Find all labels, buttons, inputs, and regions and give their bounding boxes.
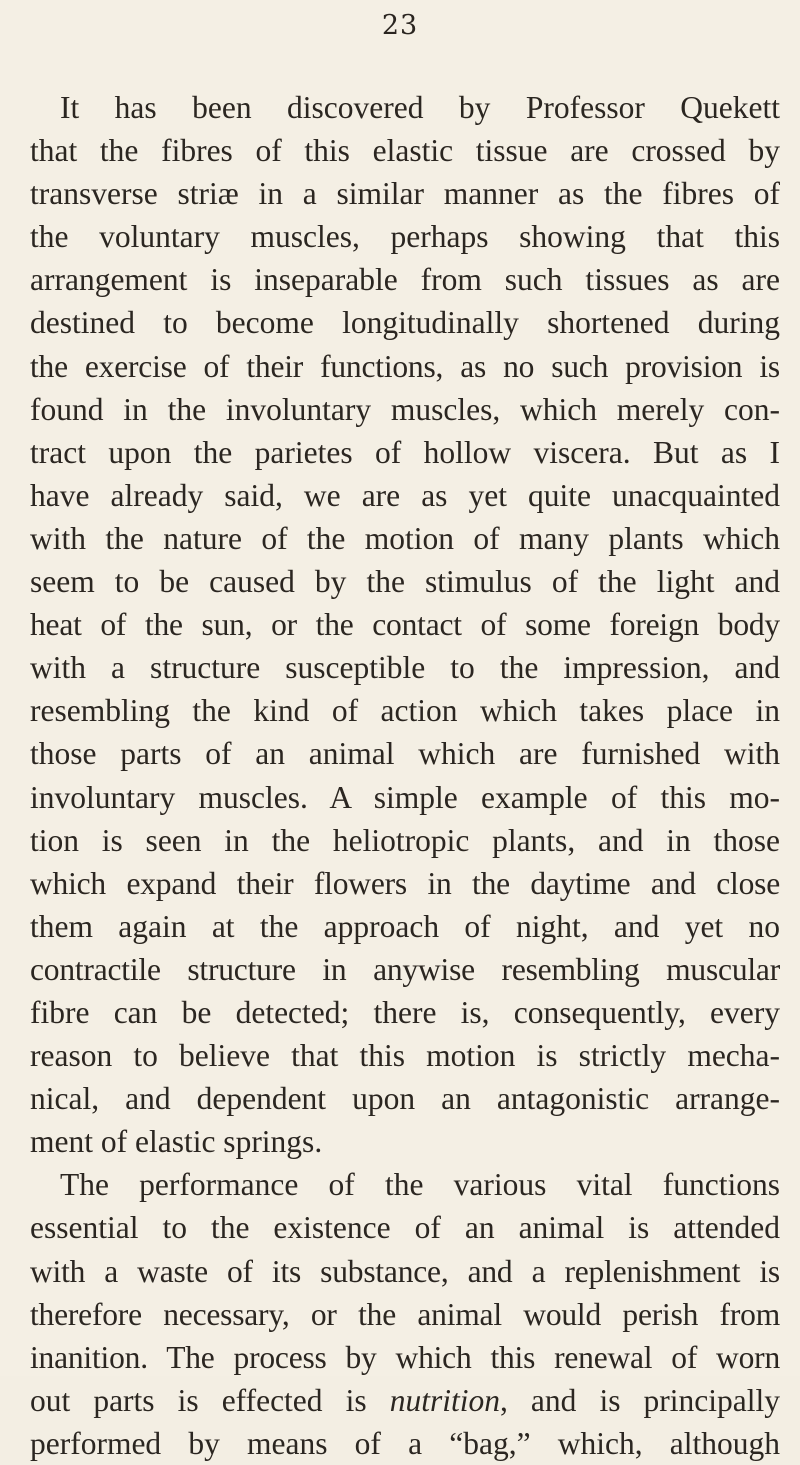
text-line: essential to the existence of an animal is attended [30,1210,780,1246]
text-line: which expand their flowers in the daytime and close [30,865,780,901]
text-line: arrangement is inseparable from such tissues as are [30,262,780,298]
text-line: ment of elastic springs. [30,1124,323,1160]
text-line: It has been discovered by Professor Quekett [60,90,780,125]
text-line: with the nature of the motion of many plants which [30,520,780,556]
text-line: that the fibres of this elastic tissue are crossed by [30,133,780,169]
text-line: contractile structure in anywise resembling muscular [30,951,780,987]
text-line: inanition. The process by which this renewal of worn [30,1339,780,1375]
text-line: heat of the sun, or the contact of some foreign body [30,607,780,643]
text-line-end: , and is principally [499,1382,781,1418]
text-line: with a waste of its substance, and a replenishment is [30,1253,780,1289]
italic-term: nutrition [389,1382,500,1418]
text-line: them again at the approach of night, and yet no [30,908,780,944]
body-text [30,86,780,1465]
text-line: The performance of the various vital functions [60,1167,780,1203]
text-line: involuntary muscles. A simple example of this mo- [30,779,780,815]
text-line: fibre can be detected; there is, consequently, every [30,994,780,1030]
text-line: transverse striæ in a similar manner as the fibres of [30,176,780,212]
text-line-start: out parts is effected is [30,1382,390,1418]
text-line: nical, and dependent upon an antagonistic arrange- [30,1081,780,1117]
text-line: those parts of an animal which are furnished with [30,736,780,772]
text-line [30,1379,780,1422]
text-line: tion is seen in the heliotropic plants, and in those [30,822,780,858]
text-line: tract upon the parietes of hollow viscera. But as I [30,434,780,470]
text-line: performed by means of a “bag,” which, although [30,1425,780,1461]
text-line: found in the involuntary muscles, which merely con- [30,391,780,427]
text-line: seem to be caused by the stimulus of the light and [30,564,780,600]
text-line: the exercise of their functions, as no such provision is [30,348,780,384]
text-line: therefore necessary, or the animal would perish from [30,1296,780,1332]
page-number: 23 [381,10,419,41]
text-line: have already said, we are as yet quite unacquainted [30,477,780,513]
text-line: destined to become longitudinally shortened during [30,305,780,341]
text-line: resembling the kind of action which takes place in [30,693,780,729]
text-line: the voluntary muscles, perhaps showing that this [30,219,780,255]
text-line: reason to believe that this motion is strictly mecha- [30,1038,780,1074]
text-line: with a structure susceptible to the impression, and [30,650,780,686]
